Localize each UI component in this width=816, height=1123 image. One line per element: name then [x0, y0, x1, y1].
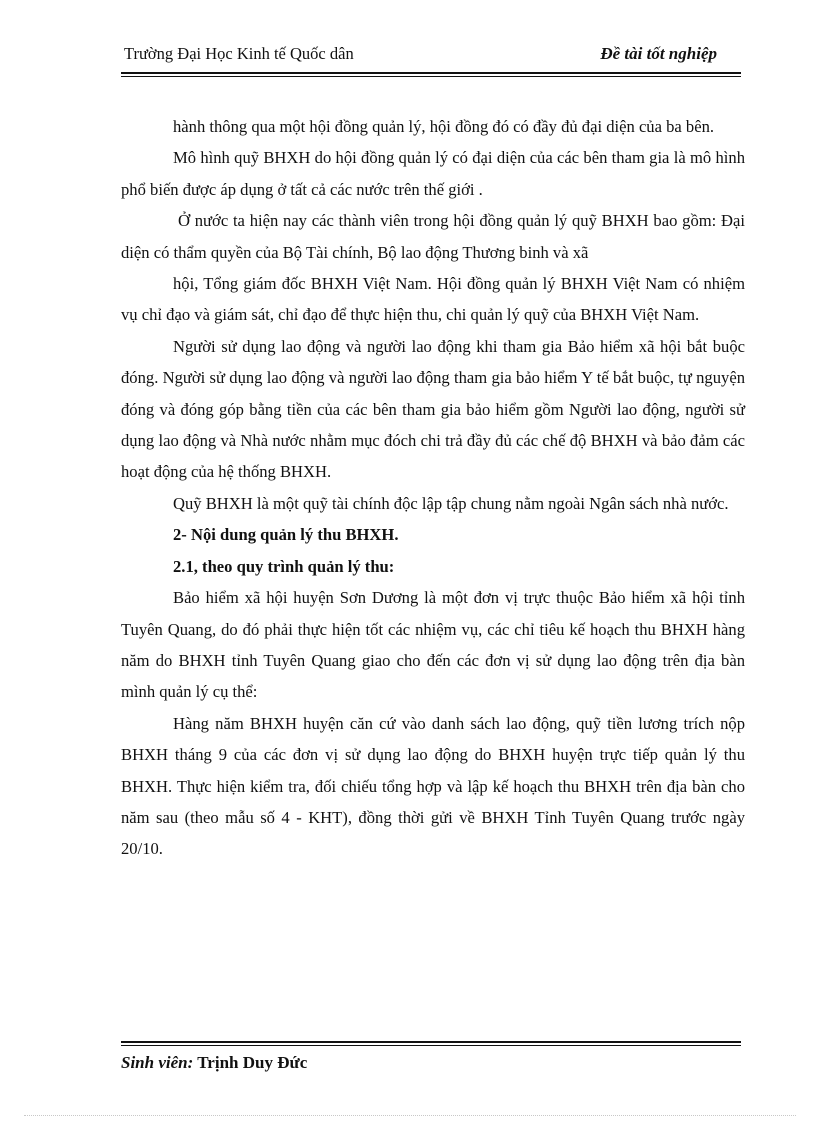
- page-edge: [24, 1115, 796, 1116]
- section-heading: 2- Nội dung quản lý thu BHXH.: [173, 525, 399, 545]
- paragraph-7: Hàng năm BHXH huyện căn cứ vào danh sách lao động, quỹ tiền lương trích nộp BHXH tháng 9 của các đơn vị sử dụng lao động do BHXH huyện trực tiếp quản lý thu BHXH. Thực hiện kiểm tra, đối chiếu tổng hợp và lập kế hoạch thu BHXH trên địa bàn cho năm sau (theo mẫu số 4 - KHT), đồng thời gửi về BHXH Tỉnh Tuyên Quang trước ngày 20/10.: [121, 713, 745, 859]
- paragraph-2: Mô hình quỹ BHXH do hội đồng quản lý có đại diện của các bên tham gia là mô hình phổ biến được áp dụng ở tất cả các nước trên thế giới .: [121, 148, 745, 199]
- subsection-heading: 2.1, theo quy trình quản lý thu:: [173, 556, 395, 576]
- page-header: [121, 44, 741, 66]
- page-footer: [121, 1053, 307, 1073]
- paragraph-3a: Ở nước ta hiện nay các thành viên trong hội đồng quản lý quỹ BHXH bao gồm: Đại diện có thẩm quyền của Bộ Tài chính, Bộ lao động Thương binh và xã: [121, 211, 745, 262]
- document-body: [121, 111, 745, 865]
- paragraph-1: hành thông qua một hội đồng quản lý, hội đồng đó có đầy đủ đại diện của ba bên.: [173, 117, 715, 136]
- footer-divider: [121, 1041, 741, 1046]
- university-name: Trường Đại Học Kinh tế Quốc dân: [124, 44, 354, 63]
- paragraph-3b: hội, Tổng giám đốc BHXH Việt Nam. Hội đồng quản lý BHXH Việt Nam có nhiệm vụ chỉ đạo và giám sát, chỉ đạo để thực hiện thu, chi quản lý quỹ của BHXH Việt Nam.: [121, 274, 745, 325]
- student-label: Sinh viên:: [121, 1053, 194, 1072]
- paragraph-4: Người sử dụng lao động và người lao động khi tham gia Bảo hiểm xã hội bắt buộc đóng. Người sử dụng lao động và người lao động tham gia bảo hiểm Y tế bắt buộc, tự nguyện đóng và đóng góp bằng tiền của các bên tham gia bảo hiểm gồm Người lao động, người sử dụng lao động và Nhà nước nhằm mục đóch chi trả đầy đủ các chế độ BHXH và bảo đảm các hoạt động của hệ thống BHXH.: [121, 336, 745, 482]
- header-divider: [121, 72, 741, 77]
- paragraph-5: Quỹ BHXH là một quỹ tài chính độc lập tập chung nằm ngoài Ngân sách nhà nước.: [173, 493, 729, 513]
- student-name: Trịnh Duy Đức: [197, 1053, 308, 1072]
- document-title: Đề tài tốt nghiệp: [600, 44, 717, 63]
- paragraph-6: Bảo hiểm xã hội huyện Sơn Dương là một đơn vị trực thuộc Bảo hiểm xã hội tỉnh Tuyên Quang, do đó phải thực hiện tốt các nhiệm vụ, các chỉ tiêu kế hoạch thu BHXH hàng năm do BHXH tỉnh Tuyên Quang giao cho đến các đơn vị sử dụng lao động trên địa bàn mình quản lý cụ thể:: [121, 588, 745, 702]
